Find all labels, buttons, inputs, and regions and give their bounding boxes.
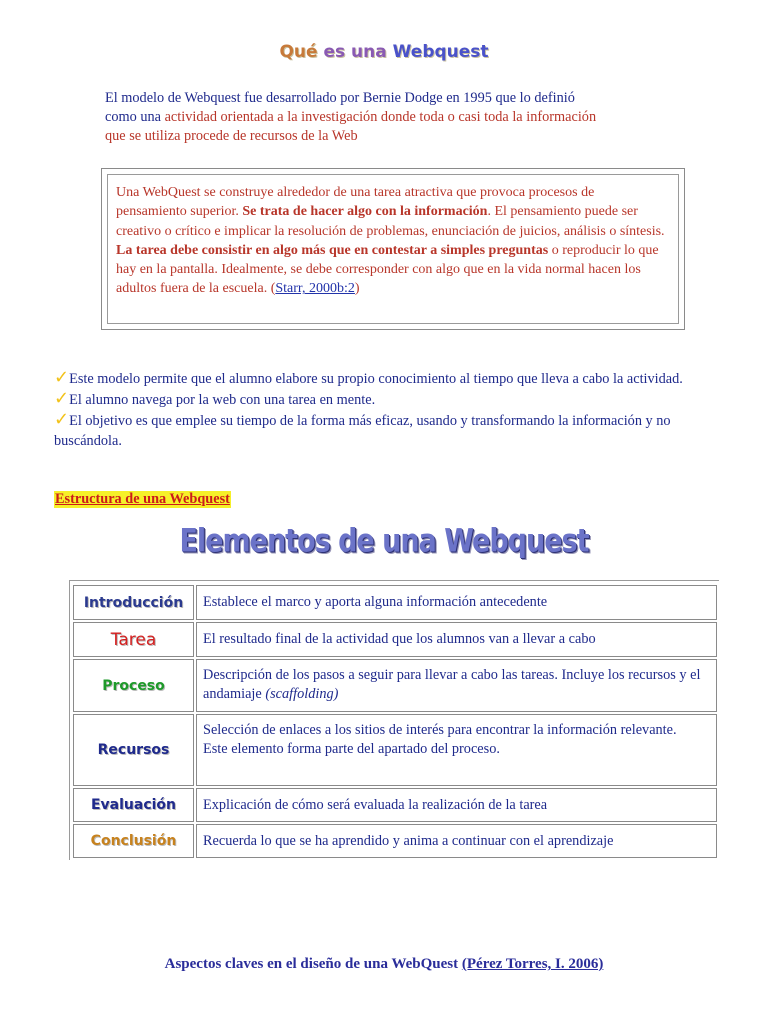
bullet-text: El alumno navega por la web con una tarea en mente.: [69, 392, 376, 408]
row-label: [73, 788, 194, 822]
desc-text: Recuerda lo que se ha aprendido y anima a continuar con el aprendizaje: [203, 832, 614, 849]
bullet-text: El objetivo es que emplee su tiempo de la forma más eficaz, usando y transformando la información y no buscándola.: [54, 413, 671, 449]
row-description: [196, 622, 717, 657]
quote-fragment: o reproducir lo que hay en la pantalla. Idealmente, se debe corresponder con algo que en la vida normal hacen los adultos fuera de la escuela. (: [116, 242, 659, 297]
checkmark-icon: ✓: [54, 367, 70, 388]
desc-text: Selección de enlaces a los sitios de interés para encontrar la información relevante.: [203, 722, 677, 738]
footer-caption: [0, 956, 768, 973]
row-description: [196, 585, 717, 620]
desc-text: Explicación de cómo será evaluada la realización de la tarea: [203, 796, 548, 813]
title-part: Webquest: [392, 42, 489, 62]
bullet-item: [54, 368, 734, 389]
label-proceso: Proceso: [102, 677, 165, 694]
row-label: [73, 824, 194, 858]
title-part: Qué: [279, 42, 324, 62]
desc-text: Descripción de los pasos a seguir para llevar a cabo las tareas. Incluye los recursos y el andamiaje: [203, 667, 701, 702]
row-description: [196, 659, 717, 712]
intro-highlight: actividad orientada a la investigación donde toda o casi toda la información: [164, 109, 597, 125]
label-conclusion: Conclusión: [90, 833, 177, 849]
quote-box: [101, 168, 685, 330]
intro-line: [105, 108, 695, 127]
bullet-text: Este modelo permite que el alumno elabore su propio conocimiento al tiempo que lleva a cabo la actividad.: [69, 371, 683, 387]
checkmark-icon: ✓: [54, 409, 70, 430]
elements-title: Elementos de una Webquest: [179, 523, 589, 560]
row-description: [196, 714, 717, 786]
desc-text: Establece el marco y aporta alguna información antecedente: [203, 594, 548, 610]
row-description: [196, 788, 717, 822]
quote-bold: Se trata de hacer algo con la información: [242, 204, 488, 220]
footer-citation-link[interactable]: (Pérez Torres, I. 2006): [461, 956, 604, 972]
row-label: [73, 714, 194, 786]
page-title: [0, 42, 768, 62]
bullet-list: [54, 368, 734, 451]
bullet-item: [54, 389, 734, 410]
desc-text: Este elemento forma parte del apartado del proceso.: [203, 741, 500, 757]
elements-table: [69, 580, 719, 860]
label-recursos: Recursos: [97, 742, 170, 758]
checkmark-icon: ✓: [54, 388, 70, 409]
citation-link[interactable]: Starr, 2000b:2: [275, 281, 355, 297]
structure-link[interactable]: Estructura de una Webquest: [55, 491, 230, 507]
intro-line: El modelo de Webquest fue desarrollado por Bernie Dodge en 1995 que lo definió: [105, 90, 575, 106]
quote-text: [116, 183, 668, 299]
intro-paragraph: [105, 89, 695, 146]
row-label: [73, 659, 194, 712]
quote-inner-border: [107, 174, 679, 324]
row-label: [73, 622, 194, 657]
label-intro: Introducción: [83, 594, 184, 611]
quote-fragment: . El pensamiento puede ser creativo o crítico e implicar la resolución de problemas, enunciación de juicios, análisis o síntesis.: [116, 204, 665, 239]
row-label: [73, 585, 194, 620]
quote-bold: La tarea debe consistir en algo más que en contestar a simples preguntas: [116, 242, 549, 258]
quote-fragment: ): [354, 281, 360, 297]
bullet-item: [54, 410, 734, 451]
row-description: [196, 824, 717, 858]
title-part: es una: [323, 42, 393, 62]
label-evaluacion: Evaluación: [90, 797, 177, 813]
desc-italic: (scaffolding): [265, 686, 339, 702]
intro-line: que se utiliza procede de recursos de la Web: [105, 128, 358, 144]
label-tarea: Tarea: [110, 629, 157, 650]
desc-text: El resultado final de la actividad que los alumnos van a llevar a cabo: [203, 631, 596, 647]
intro-text: como una: [105, 109, 165, 125]
footer-text: Aspectos claves en el diseño de una WebQuest: [164, 956, 462, 972]
quote-fragment: Una WebQuest se construye alrededor de una tarea atractiva que provoca procesos de pensamiento superior.: [116, 185, 595, 220]
